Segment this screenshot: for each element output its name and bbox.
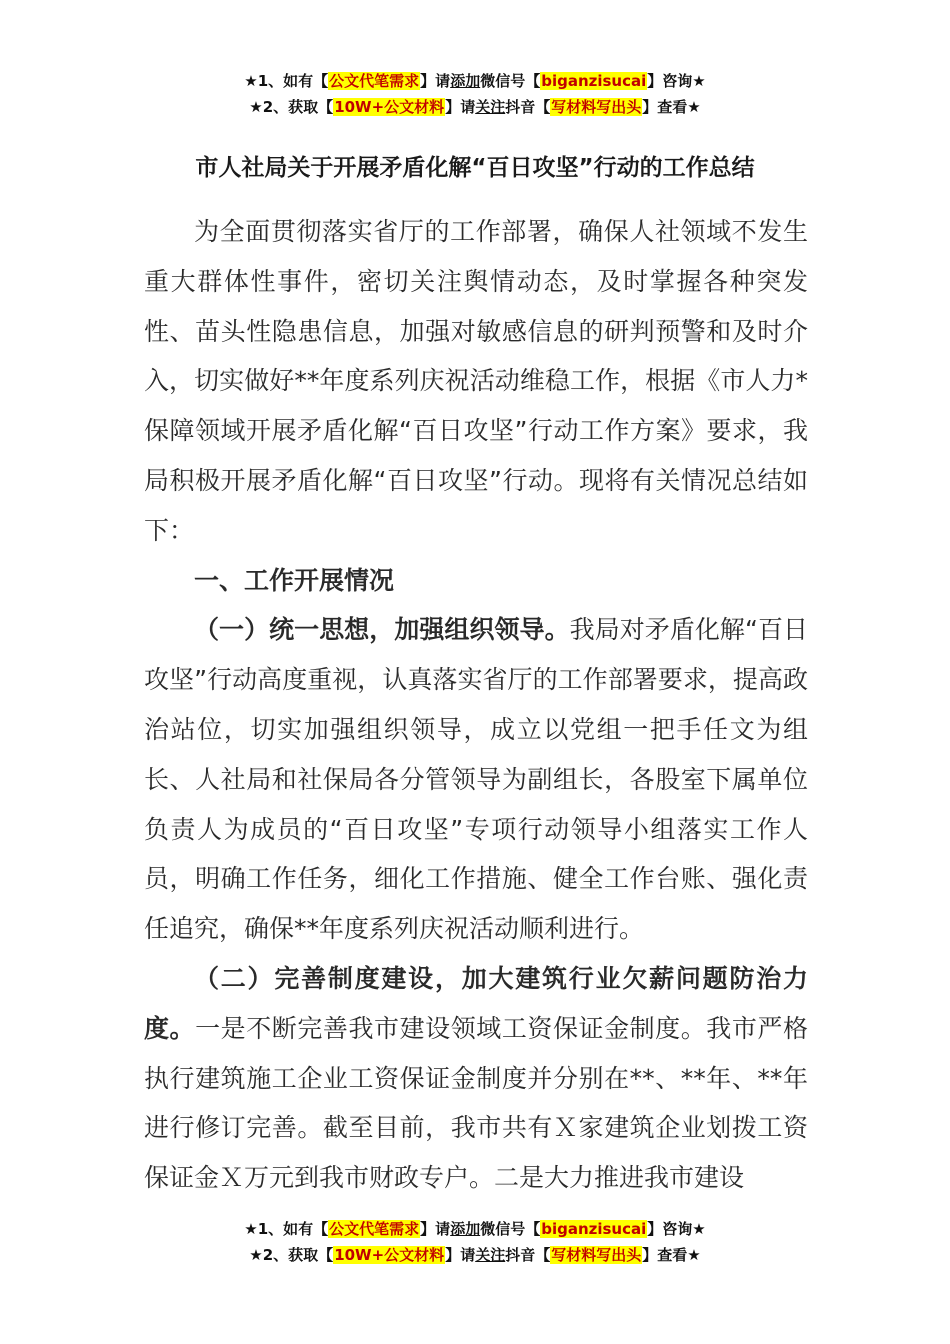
promo-text: 】查看★: [642, 1246, 701, 1264]
section-heading: 一、工作开展情况: [194, 565, 395, 595]
promo-wechat-id: biganzisucai: [541, 72, 647, 90]
promo-line-1: [0, 68, 950, 94]
promo-line-1: [0, 1216, 950, 1242]
paragraph-1-lead: （一）统一思想，加强组织领导。: [194, 615, 570, 645]
promo-text: 】请: [420, 1220, 451, 1238]
paragraph-1-body: 我局对矛盾化解“百日攻坚”行动高度重视，认真落实省厅的工作部署要求，提高政治站位，切实加强组织领导，成立以党组一把手任文为组长、人社局和社保局各分管领导为副组长，各股室下属单位负责人为成员的“百日攻坚”专项行动领导小组落实工作人员，明确工作任务，细化工作措施、健全工作台账、强化责任追究，确保**年度系列庆祝活动顺利进行。: [144, 615, 808, 944]
promo-line-2: [0, 94, 950, 120]
paragraph-2-lead: （二）完善制度建设，加大建筑行业欠薪问题防治力度。: [144, 963, 808, 1043]
promo-text: 抖音【: [505, 98, 551, 116]
promo-highlight: 10W+公文材料: [334, 98, 445, 116]
promo-highlight: 公文代笔需求: [329, 72, 420, 90]
promo-douyin-name: 写材料写出头: [551, 1246, 642, 1264]
promo-text: 】请: [445, 98, 476, 116]
promo-text: ★2、获取【: [249, 98, 334, 116]
promo-text: 】咨询★: [647, 72, 706, 90]
promo-text-underlined: 关注: [475, 1246, 506, 1264]
promo-banner-top: [0, 68, 950, 120]
promo-line-2: [0, 1242, 950, 1268]
promo-wechat-id: biganzisucai: [541, 1220, 647, 1238]
promo-banner-bottom: [0, 1216, 950, 1268]
promo-highlight: 10W+公文材料: [334, 1246, 445, 1264]
promo-text: 微信号【: [480, 1220, 541, 1238]
promo-douyin-name: 写材料写出头: [551, 98, 642, 116]
promo-text: 】查看★: [642, 98, 701, 116]
paragraph-1: [144, 605, 808, 954]
promo-text-underlined: 添加: [450, 1220, 481, 1238]
promo-text-underlined: 添加: [450, 72, 481, 90]
promo-text: ★2、获取【: [249, 1246, 334, 1264]
promo-text: 微信号【: [480, 72, 541, 90]
document-body: [144, 207, 808, 1203]
document-title: 市人社局关于开展矛盾化解“百日攻坚”行动的工作总结: [195, 155, 755, 181]
intro-paragraph: 为全面贯彻落实省厅的工作部署，确保人社领域不发生重大群体性事件，密切关注舆情动态，及时掌握各种突发性、苗头性隐患信息，加强对敏感信息的研判预警和及时介入，切实做好**年度系列庆祝活动维稳工作，根据《市人力*保障领域开展矛盾化解“百日攻坚”行动工作方案》要求，我局积极开展矛盾化解“百日攻坚”行动。现将有关情况总结如下：: [144, 217, 808, 545]
promo-text: ★1、如有【: [244, 72, 329, 90]
promo-highlight: 公文代笔需求: [329, 1220, 420, 1238]
promo-text: 】咨询★: [647, 1220, 706, 1238]
promo-text-underlined: 关注: [475, 98, 506, 116]
promo-text: ★1、如有【: [244, 1220, 329, 1238]
promo-text: 抖音【: [505, 1246, 551, 1264]
promo-text: 】请: [445, 1246, 476, 1264]
promo-text: 】请: [420, 72, 451, 90]
paragraph-2-body: 一是不断完善我市建设领域工资保证金制度。我市严格执行建筑施工企业工资保证金制度并分别在**、**年、**年进行修订完善。截至目前，我市共有Ｘ家建筑企业划拨工资保证金Ｘ万元到我市财政专户。二是大力推进我市建设: [144, 1013, 808, 1193]
paragraph-2: [144, 954, 808, 1203]
